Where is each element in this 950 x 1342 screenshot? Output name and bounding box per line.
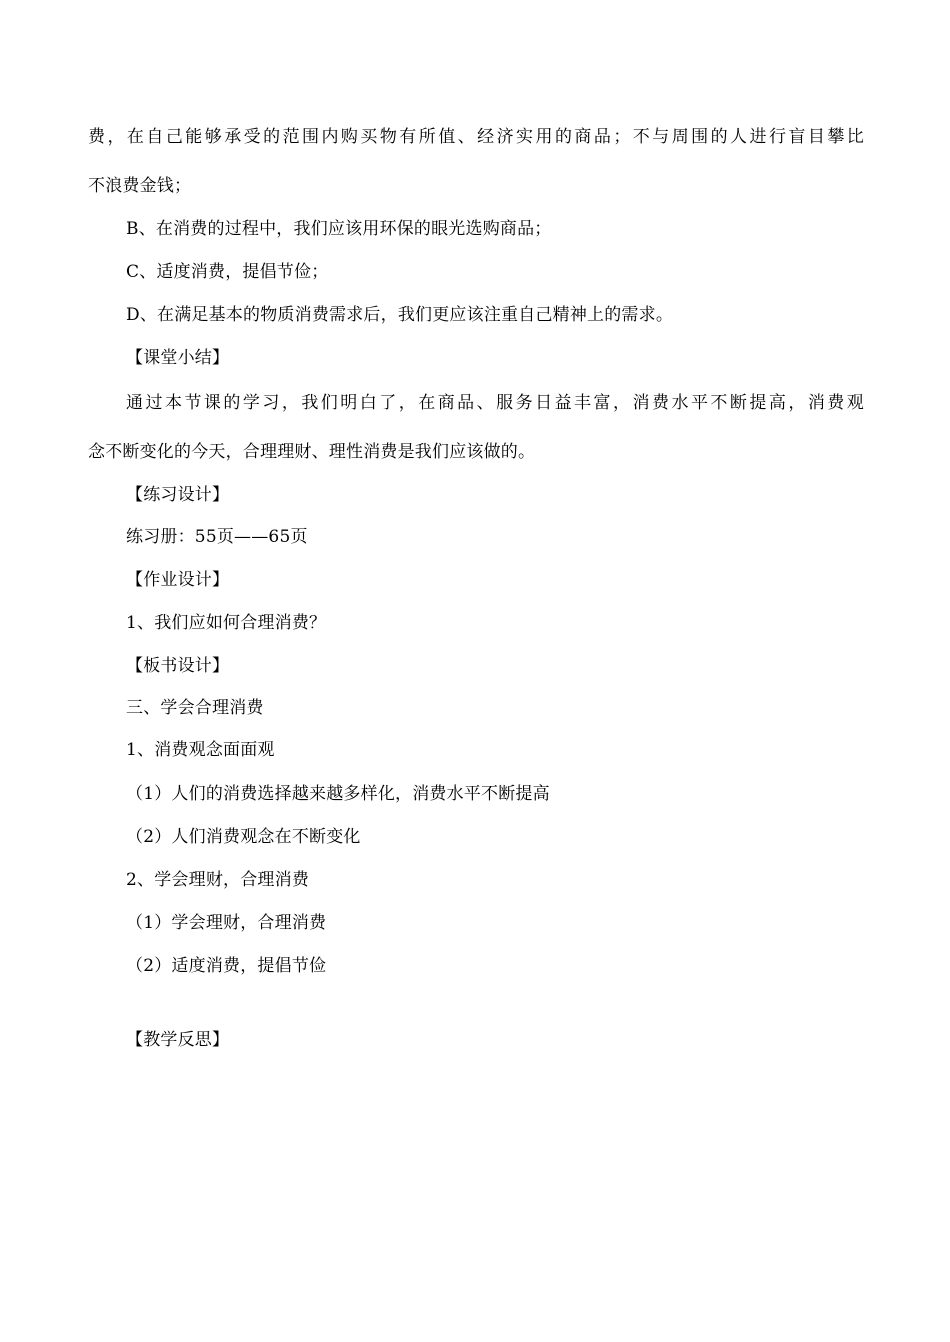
- section-heading-summary: 【课堂小结】: [126, 348, 230, 368]
- board-item: 2、学会理财，合理消费: [126, 870, 310, 890]
- paragraph-line: 通过本节课的学习，我们明白了，在商品、服务日益丰富，消费水平不断提高，消费观: [126, 393, 864, 413]
- list-item-b: B、在消费的过程中，我们应该用环保的眼光选购商品；: [126, 219, 552, 239]
- board-subitem: （1）学会理财，合理消费: [126, 913, 327, 933]
- section-heading-reflection: 【教学反思】: [126, 1030, 230, 1050]
- section-heading-practice: 【练习设计】: [126, 485, 230, 505]
- practice-text: 练习册：55页——65页: [126, 527, 308, 547]
- paragraph-line: 不浪费金钱；: [88, 176, 192, 196]
- paragraph-line: 念不断变化的今天，合理理财、理性消费是我们应该做的。: [88, 442, 536, 462]
- board-subitem: （2）人们消费观念在不断变化: [126, 827, 361, 847]
- board-item: 1、消费观念面面观: [126, 740, 275, 760]
- paragraph-line: 费，在自己能够承受的范围内购买物有所值、经济实用的商品；不与周围的人进行盲目攀比: [88, 127, 864, 147]
- list-item-c: C、适度消费，提倡节俭；: [126, 262, 329, 282]
- section-heading-board: 【板书设计】: [126, 656, 230, 676]
- board-heading: 三、学会合理消费: [126, 698, 264, 718]
- homework-item: 1、我们应如何合理消费？: [126, 613, 327, 633]
- list-item-d: D、在满足基本的物质消费需求后，我们更应该注重自己精神上的需求。: [126, 305, 674, 325]
- section-heading-homework: 【作业设计】: [126, 570, 230, 590]
- board-subitem: （1）人们的消费选择越来越多样化，消费水平不断提高: [126, 784, 550, 804]
- board-subitem: （2）适度消费，提倡节俭: [126, 956, 327, 976]
